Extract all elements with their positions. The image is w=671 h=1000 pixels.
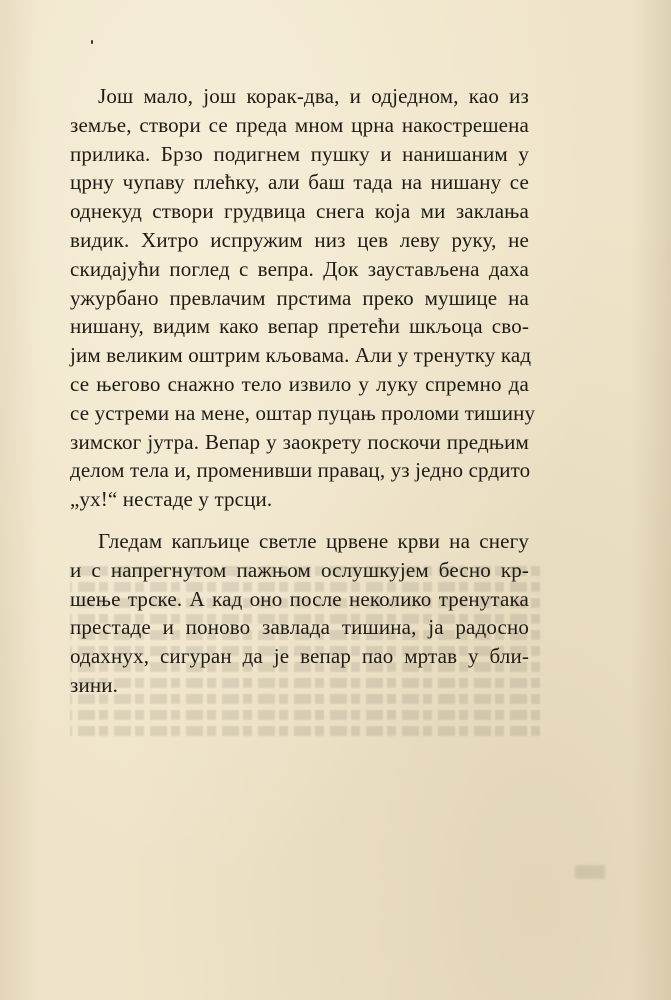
text-line: ужурбано превлачим прстима преко мушице на (70, 285, 529, 310)
text-line: црну чупаву плећку, али баш тада на нишану се (70, 170, 529, 195)
text-line: зимског јутра. Вепар у заокрету поскочи предњим (70, 429, 529, 454)
text-line: прилика. Брзо подигнем пушку и нанишаним у (70, 141, 529, 166)
text-line: одахнух, сигуран да је вепар пао мртав у бли- (70, 644, 529, 669)
paragraph-2 (70, 527, 529, 700)
text-line: јим великим оштрим кљовама. Али у тренутку кад (70, 343, 532, 368)
text-line: „ух!“ нестаде у трсци. (70, 487, 273, 512)
text-line: скидајући поглед с вепра. Док заустављена даха (70, 256, 529, 281)
text-line: нишану, видим како вепар претећи шкљоца сво- (70, 314, 529, 339)
text-line: земље, створи се преда мном црна накострешена (70, 112, 529, 137)
paragraph-1 (70, 82, 536, 514)
text-line: делом тела и, променивши правац, уз једно срдито (70, 458, 531, 483)
text-line: Гледам капљице светле црвене крви на снегу (98, 528, 529, 553)
text-line: престаде и поново завлада тишина, ја радосно (70, 615, 529, 640)
text-line: се устреми на мене, оштар пуцањ проломи тишину (70, 400, 536, 425)
show-through-page-number (575, 865, 605, 879)
body-text (70, 82, 536, 700)
text-line: и с напрегнутом пажњом ослушкујем бесно кр- (70, 557, 529, 582)
text-line: однекуд створи грудвица снега која ми заклања (70, 199, 529, 224)
text-line: видик. Хитро испружим низ цев леву руку, не (70, 227, 529, 252)
text-line: се његово снажно тело извило у луку спремно да (70, 371, 529, 396)
ink-speck (91, 40, 93, 44)
text-line: зини. (70, 672, 119, 697)
text-line: Још мало, још корак-два, и одједном, као из (98, 84, 529, 108)
text-line: шење трске. А кад оно после неколико тренутака (70, 586, 529, 611)
